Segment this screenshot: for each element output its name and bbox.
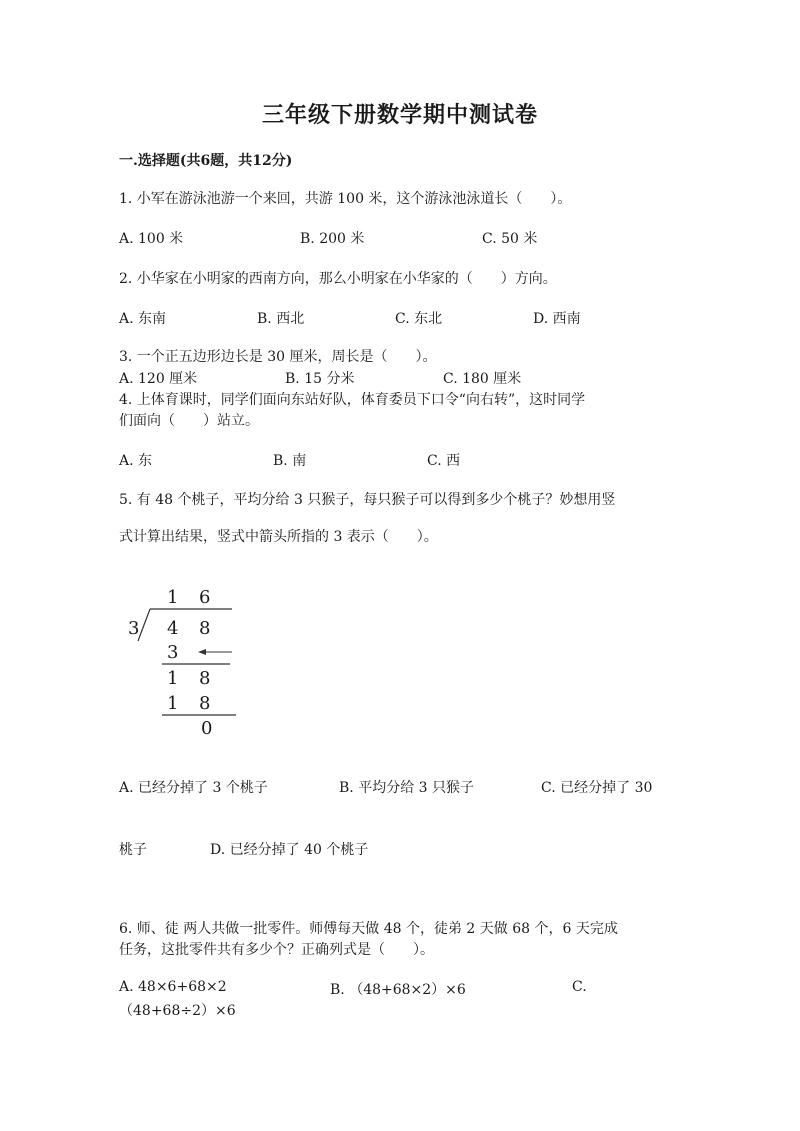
- question-6-option-c-label: C.: [572, 979, 587, 995]
- quotient-digit-2: 6: [199, 587, 211, 608]
- section-heading: 一.选择题(共6题，共12分): [119, 153, 293, 169]
- question-3-option-c: C. 180 厘米: [443, 371, 522, 387]
- question-3-option-b: B. 15 分米: [285, 371, 355, 387]
- arrow-head-icon: [198, 649, 206, 655]
- dividend-digit-1: 4: [167, 618, 179, 639]
- step3-digit-2: 8: [199, 693, 211, 714]
- question-2-option-d: D. 西南: [533, 311, 581, 327]
- question-4-text-line-2: 们面向（ ）站立。: [119, 413, 259, 429]
- dividend-digit-2: 8: [199, 618, 211, 639]
- question-6-option-a: A. 48×6+68×2: [119, 979, 227, 995]
- question-3-option-a: A. 120 厘米: [119, 371, 198, 387]
- question-5-option-b: B. 平均分给 3 只猴子: [339, 780, 474, 796]
- question-1-option-a: A. 100 米: [119, 231, 184, 247]
- step2-digit-1: 1: [167, 668, 179, 689]
- question-5-option-d: D. 已经分掉了 40 个桃子: [210, 842, 369, 858]
- question-3-text: 3. 一个正五边形边长是 30 厘米，周长是（ ）。: [119, 349, 437, 365]
- question-4-text-line-1: 4. 上体育课时，同学们面向东站好队，体育委员下口令“向右转”，这时同学: [119, 392, 586, 408]
- question-5-text-line-1: 5. 有 48 个桃子，平均分给 3 只猴子，每只猴子可以得到多少个桃子？妙想用竖: [119, 492, 616, 508]
- question-6-option-b: B. （48+68×2）×6: [330, 982, 466, 998]
- question-2-option-c: C. 东北: [395, 311, 443, 327]
- question-4-option-b: B. 南: [273, 453, 307, 469]
- question-1-option-b: B. 200 米: [300, 231, 365, 247]
- question-5-option-c: C. 已经分掉了 30: [541, 780, 653, 796]
- remainder: 0: [201, 718, 213, 739]
- question-1-text: 1. 小军在游泳池游一个来回，共游 100 米，这个游泳池泳道长（ ）。: [119, 191, 572, 207]
- question-4-option-c: C. 西: [427, 453, 461, 469]
- question-6-option-c: （48+68÷2）×6: [119, 1003, 236, 1019]
- long-division-diagram: [120, 578, 260, 748]
- step2-digit-2: 8: [199, 668, 211, 689]
- question-2-option-b: B. 西北: [257, 311, 305, 327]
- question-6-text-line-1: 6. 师、徒 两人共做一批零件。师傅每天做 48 个，徒弟 2 天做 68 个，6 天完成: [119, 921, 618, 937]
- division-bracket-curve: [138, 609, 150, 641]
- step-subtrahend: 3: [167, 642, 179, 663]
- question-4-option-a: A. 东: [119, 453, 153, 469]
- divisor: 3: [128, 618, 140, 639]
- question-2-option-a: A. 东南: [119, 311, 167, 327]
- question-2-text: 2. 小华家在小明家的西南方向，那么小明家在小华家的（ ）方向。: [119, 271, 557, 287]
- question-5-option-c-continued: 桃子: [119, 842, 147, 858]
- step3-digit-1: 1: [167, 693, 179, 714]
- question-1-option-c: C. 50 米: [482, 231, 538, 247]
- question-5-option-a: A. 已经分掉了 3 个桃子: [119, 780, 268, 796]
- quotient-digit-1: 1: [167, 587, 179, 608]
- page-title: 三年级下册数学期中测试卷: [261, 102, 538, 128]
- question-6-text-line-2: 任务，这批零件共有多少个？正确列式是（ ）。: [119, 942, 434, 958]
- question-5-text-line-2: 式计算出结果，竖式中箭头所指的 3 表示（ ）。: [119, 529, 438, 545]
